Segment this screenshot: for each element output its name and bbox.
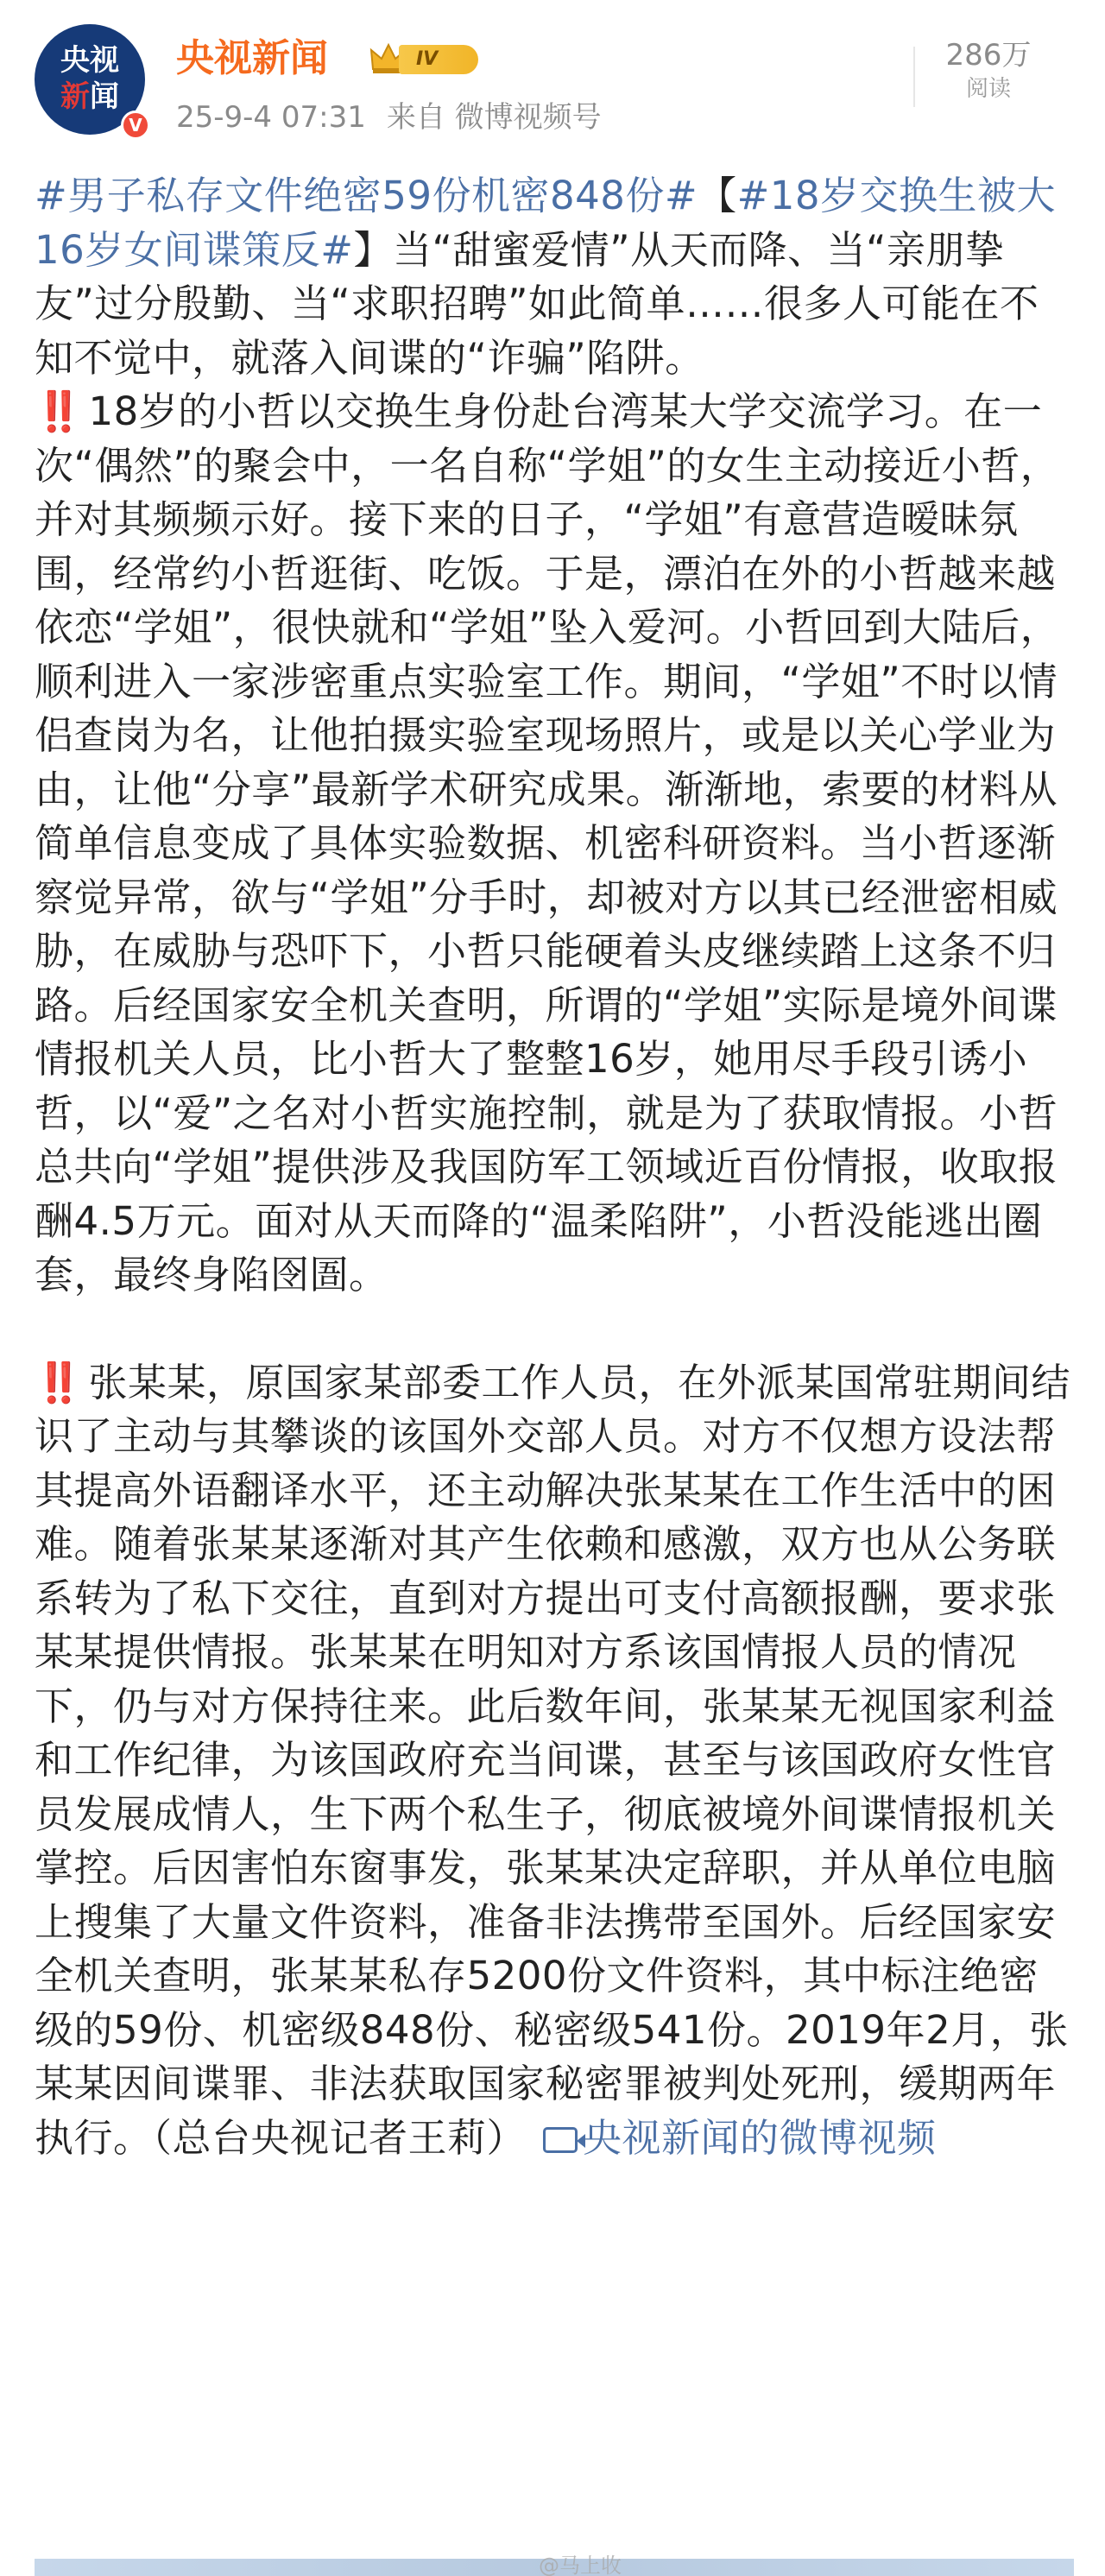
avatar-line1: 央视	[60, 43, 119, 78]
video-camera-icon	[543, 2127, 578, 2153]
post-header	[35, 24, 1070, 162]
video-link[interactable]	[526, 2115, 937, 2161]
paragraph-1	[35, 385, 1074, 1303]
post-date: 25-9-4 07:31	[176, 100, 366, 135]
avatar-line2	[35, 79, 145, 114]
views-stat	[932, 36, 1045, 104]
post-meta	[176, 98, 622, 136]
divider	[913, 47, 915, 107]
watermark: @马上收	[539, 2554, 622, 2576]
paragraph-1-text: 18岁的小哲以交换生身份赴台湾某大学交流学习。在一次“偶然”的聚会中，一名自称“学姐”的女生主动接近小哲，并对其频频示好。接下来的日子，“学姐”有意营造暧昧氛围，经常约小哲逛街、吃饭。于是，漂泊在外的小哲越来越依恋“学姐”，很快就和“学姐”坠入爱河。小哲回到大陆后，顺利进入一家涉密重点实验室工作。期间，“学姐”不时以情侣查岗为名，让他拍摄实验室现场照片，或是以关心学业为由，让他“分享”最新学术研究成果。渐渐地，索要的材料从简单信息变成了具体实验数据、机密科研资料。当小哲逐渐察觉异常，欲与“学姐”分手时，却被对方以其已经泄密相威胁，在威胁与恐吓下，小哲只能硬着头皮继续踏上这条不归路。后经国家安全机关查明，所谓的“学姐”实际是境外间谍情报机关人员，比小哲大了整整16岁，她用尽手段引诱小哲，以“爱”之名对小哲实施控制，就是为了获取情报。小哲总共向“学姐”提供涉及我国防军工领域近百份情报，收取报酬4.5万元。面对从天而降的“温柔陷阱”，小哲没能逃出圈套，最终身陷囹圄。	[35, 388, 1060, 1297]
paragraph-2	[35, 1356, 1074, 2166]
post-intro	[35, 169, 1074, 385]
paragraph-gap	[35, 1303, 1074, 1356]
level-badge[interactable]	[369, 41, 482, 76]
avatar-line2-white: 闻	[90, 79, 119, 114]
double-exclamation-icon: ‼️	[35, 1359, 84, 1405]
intro-text: 】当“甜蜜爱情”从天而降、当“亲朋挚友”过分殷勤、当“求职招聘”如此简单……很多人可能在不知不觉中，就落入间谍的“诈骗”陷阱。	[35, 226, 1039, 381]
level-label: IV	[399, 45, 478, 74]
hashtag-bracket: 【	[698, 173, 737, 218]
post-body	[35, 169, 1074, 2165]
paragraph-2-text: 张某某，原国家某部委工作人员，在外派某国常驻期间结识了主动与其攀谈的该国外交部人员。对方不仅想方设法帮其提高外语翻译水平，还主动解决张某某在工作生活中的困难。随着张某某逐渐对其产生依赖和感激，双方也从公务联系转为了私下交往，直到对方提出可支付高额报酬，要求张某某提供情报。张某某在明知对方系该国情报人员的情况下，仍与对方保持往来。此后数年间，张某某无视国家利益和工作纪律，为该国政府充当间谍，甚至与该国政府女性官员发展成情人，生下两个私生子，彻底被境外间谍情报机关掌控。后因害怕东窗事发，张某某决定辞职，并从单位电脑上搜集了大量文件资料，准备非法携带至国外。后经国家安全机关查明，张某某私存5200份文件资料，其中标注绝密级的59份、机密级848份、秘密级541份。2019年2月，张某某因间谍罪、非法获取国家秘密罪被判处死刑，缓期两年执行。（总台央视记者王莉）	[35, 1359, 1071, 2161]
views-count: 286万	[945, 38, 1032, 73]
hashtag-link[interactable]: #18岁交换生被大16岁女间谍策反#	[35, 173, 1057, 273]
hashtag-link[interactable]: #男子私存文件绝密59份机密848份#	[35, 173, 698, 218]
video-link-label: 央视新闻的微博视频	[583, 2114, 937, 2161]
avatar-line2-red: 新	[60, 79, 90, 114]
post-source[interactable]: 来自 微博视频号	[386, 100, 602, 135]
account-name[interactable]: 央视新闻	[176, 36, 328, 80]
verified-icon: V	[121, 110, 150, 140]
views-label: 阅读	[965, 76, 1011, 102]
double-exclamation-icon: ‼️	[35, 388, 84, 434]
